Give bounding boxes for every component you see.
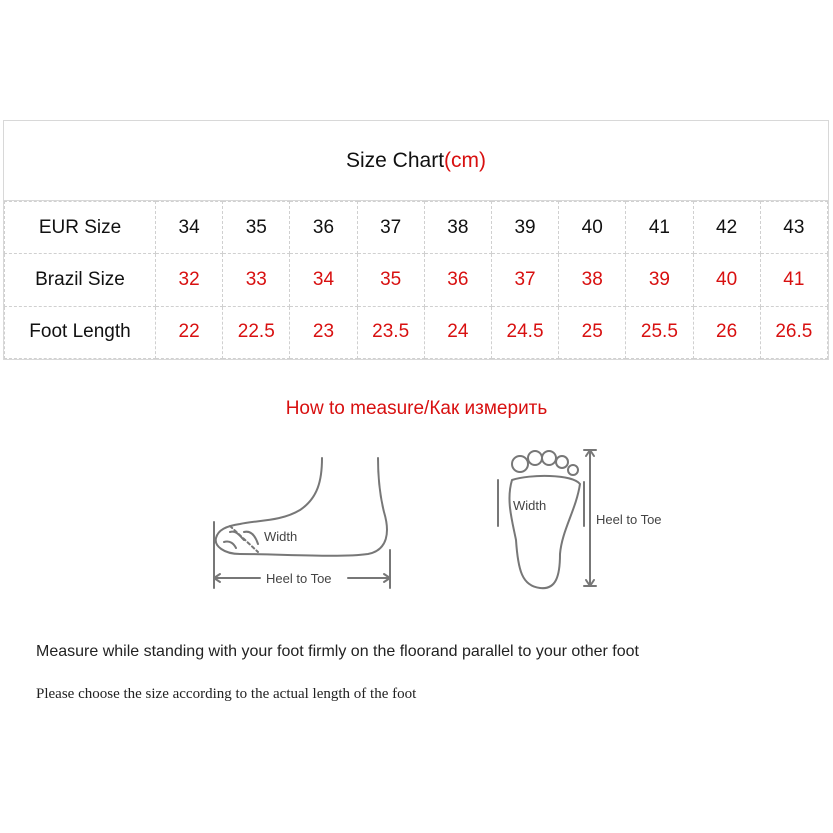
table-cell: 22 <box>156 306 223 358</box>
title-text: Size Chart <box>345 148 445 172</box>
table-row-brazil <box>5 254 828 306</box>
size-advice: Please choose the size according to the actual length of the foot <box>36 686 417 702</box>
toe-1 <box>512 456 528 472</box>
table-cell: 25 <box>559 306 626 358</box>
table-cell: 40 <box>559 202 626 254</box>
toe-2 <box>528 451 542 465</box>
toe-5 <box>568 465 578 475</box>
size-chart <box>3 120 829 360</box>
side-width-label: Width <box>264 529 298 544</box>
table-cell: 24.5 <box>491 306 558 358</box>
table-cell: 36 <box>424 254 491 306</box>
size-table <box>4 201 828 359</box>
table-cell: 35 <box>223 202 290 254</box>
row-label: EUR Size <box>5 202 156 254</box>
size-chart-title <box>4 121 828 201</box>
table-cell: 32 <box>156 254 223 306</box>
table-cell: 33 <box>223 254 290 306</box>
table-cell: 24 <box>424 306 491 358</box>
row-label: Foot Length <box>5 306 156 358</box>
table-cell: 39 <box>491 202 558 254</box>
toe-3 <box>542 451 556 465</box>
side-length-label: Heel to Toe <box>266 571 332 586</box>
sole-width-label: Width <box>513 498 547 513</box>
table-cell: 26 <box>693 306 760 358</box>
table-cell: 41 <box>626 202 693 254</box>
table-row-eur <box>5 202 828 254</box>
table-cell: 42 <box>693 202 760 254</box>
table-cell: 25.5 <box>626 306 693 358</box>
toe-4 <box>556 456 568 468</box>
table-cell: 22.5 <box>223 306 290 358</box>
title-unit: (cm) <box>444 148 487 172</box>
width-guide <box>230 526 258 552</box>
table-cell: 35 <box>357 254 424 306</box>
table-cell: 34 <box>156 202 223 254</box>
measure-instruction: Measure while standing with your foot firmly on the floorand parallel to your other foot <box>36 643 639 660</box>
table-cell: 23 <box>290 306 357 358</box>
table-row-foot-length <box>5 306 828 358</box>
table-cell: 34 <box>290 254 357 306</box>
table-cell: 37 <box>357 202 424 254</box>
table-cell: 36 <box>290 202 357 254</box>
sole-outline <box>509 476 580 588</box>
table-cell: 41 <box>760 254 827 306</box>
table-cell: 38 <box>424 202 491 254</box>
side-foot-drawing <box>214 458 390 588</box>
table-cell: 38 <box>559 254 626 306</box>
foot-measure-illustration <box>200 440 680 600</box>
side-foot-outline <box>216 458 387 556</box>
sole-length-label: Heel to Toe <box>596 512 662 527</box>
table-cell: 40 <box>693 254 760 306</box>
table-cell: 39 <box>626 254 693 306</box>
table-cell: 37 <box>491 254 558 306</box>
sole-drawing <box>498 450 596 588</box>
measure-title: How to measure/Как измерить <box>285 398 548 419</box>
table-cell: 26.5 <box>760 306 827 358</box>
toe-lines <box>224 532 258 548</box>
table-cell: 23.5 <box>357 306 424 358</box>
table-cell: 43 <box>760 202 827 254</box>
row-label: Brazil Size <box>5 254 156 306</box>
